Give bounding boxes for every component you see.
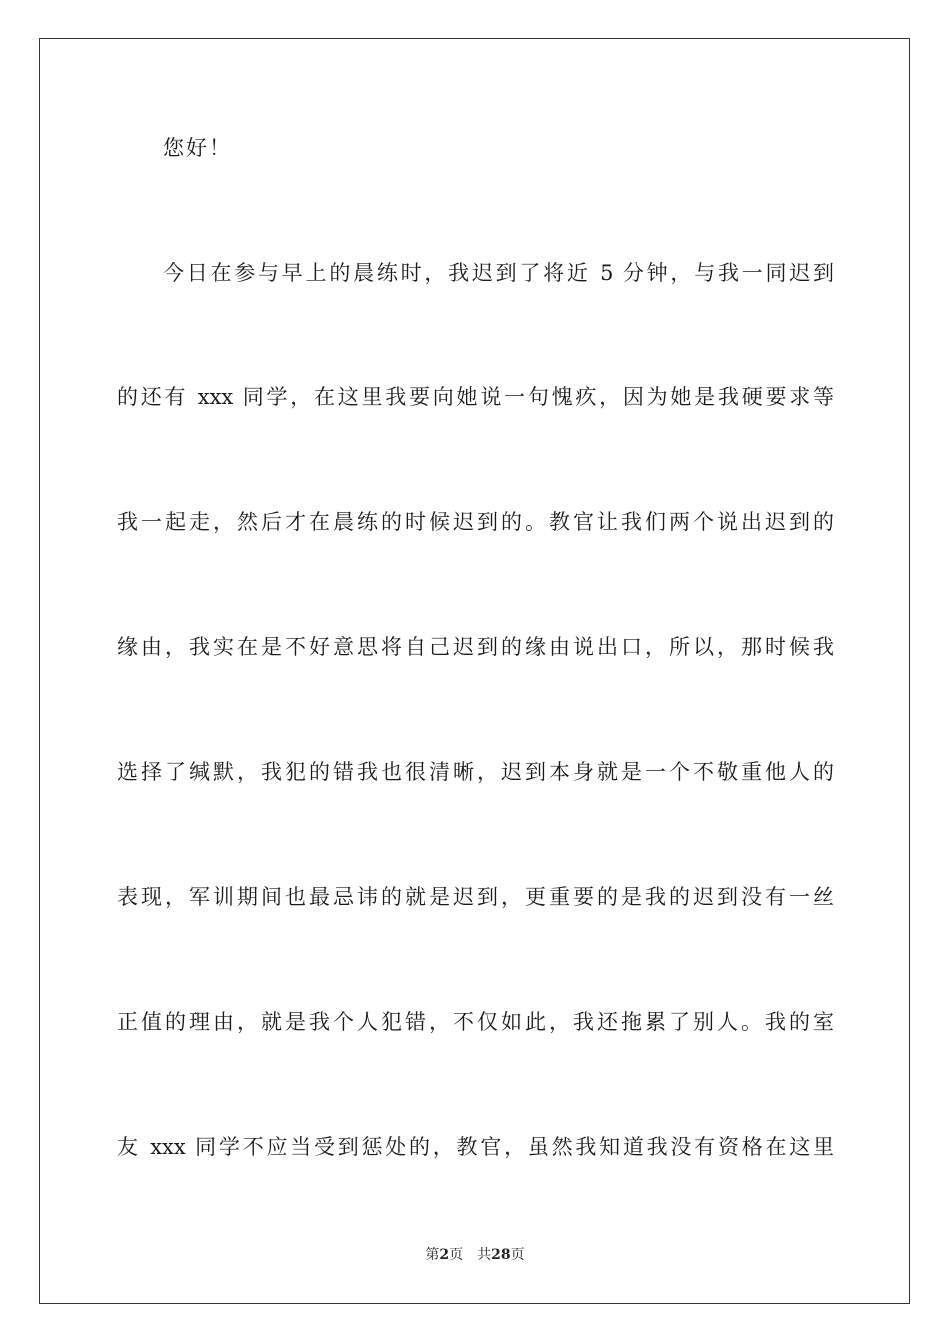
total-suffix: 页 [510, 1247, 525, 1263]
page-number-footer [0, 1245, 950, 1265]
paragraph-line-1: 今日在参与早上的晨练时，我迟到了将近 5 分钟，与我一同迟到 [163, 261, 834, 285]
paragraph-line-6: 表现，军训期间也最忌讳的就是迟到，更重要的是我的迟到没有一丝 [117, 885, 834, 909]
greeting: 您好！ [163, 136, 232, 160]
current-page-number: 2 [439, 1247, 450, 1263]
paragraph-line-7: 正值的理由，就是我个人犯错，不仅如此，我还拖累了别人。我的室 [117, 1010, 834, 1034]
paragraph-line-4: 缘由，我实在是不好意思将自己迟到的缘由说出口，所以，那时候我 [117, 635, 834, 659]
page-suffix: 页 [449, 1247, 464, 1263]
paragraph-line-8: 友 xxx 同学不应当受到惩处的，教官，虽然我知道我没有资格在这里 [117, 1135, 834, 1159]
paragraph-line-3: 我一起走，然后才在晨练的时候迟到的。教官让我们两个说出迟到的 [117, 510, 834, 534]
total-page-count: 28 [491, 1247, 511, 1263]
paragraph-line-2: 的还有 xxx 同学，在这里我要向她说一句愧疚，因为她是我硬要求等 [117, 385, 834, 409]
total-prefix: 共 [477, 1247, 492, 1263]
page-prefix: 第 [425, 1247, 440, 1263]
page-border [39, 38, 910, 1304]
paragraph-line-5: 选择了缄默，我犯的错我也很清晰，迟到本身就是一个不敬重他人的 [117, 760, 834, 784]
